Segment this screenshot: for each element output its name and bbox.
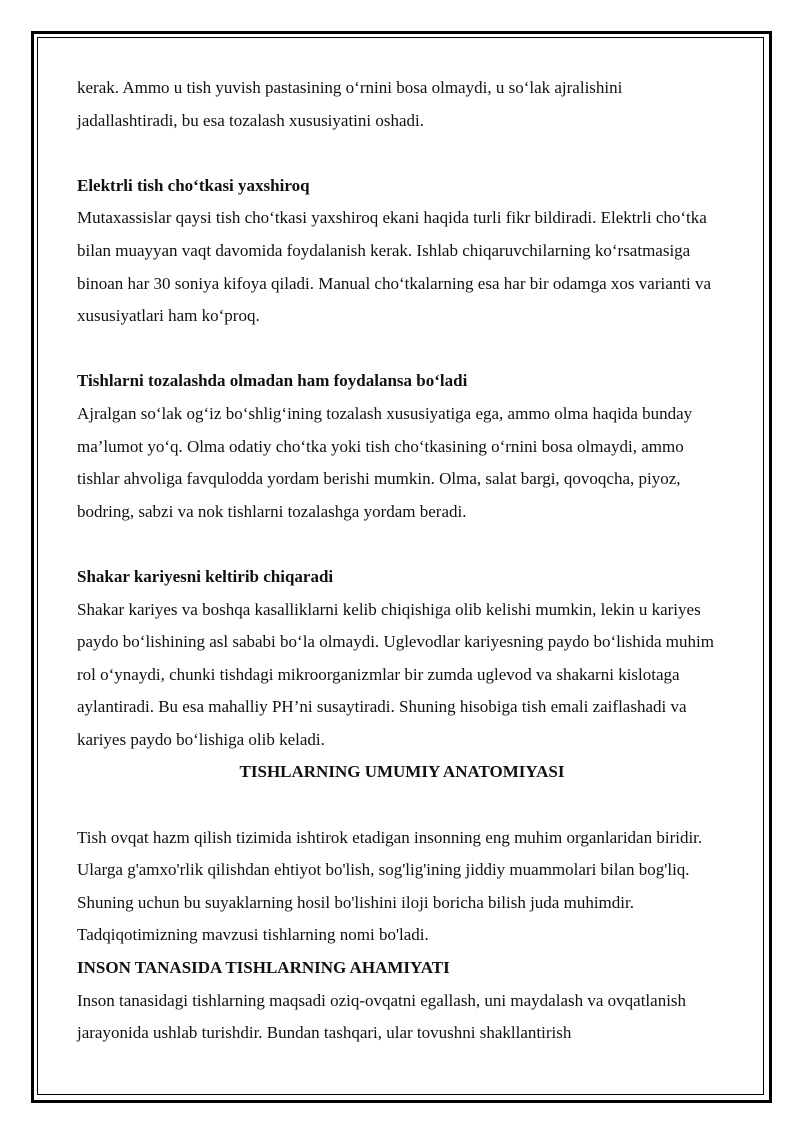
spacer [77, 333, 727, 366]
paragraph-teeth-importance: Inson tanasidagi tishlarning maqsadi oziq-ovqatni egallash, uni maydalash va ovqatlanish jarayonida ushlab turishdir. Bundan tashqari, ular tovushni shakllantirish [77, 990, 687, 1043]
paragraph-sugar-caries: Shakar kariyes va boshqa kasalliklarni kelib chiqishiga olib kelishi mumkin, lekin u kariyes paydo bo‘lishining asl sababi bo‘la olmaydi. Uglevodlar kariyesning paydo bo‘lishida muhim rol o‘ynaydi, chunki tishdagi mikroorganizmlar bir zumda uglevod va shakarni kislotaga aylantiradi. Bu esa mahalliy PH’ni susaytiradi. Shuning hisobiga tish emali zaiflashadi va kariyes paydo bo‘lishiga olib keladi. [77, 599, 714, 749]
paragraph-electric-toothbrush: Mutaxassislar qaysi tish cho‘tkasi yaxshiroq ekani haqida turli fikr bildiradi. Elektrli cho‘tka bilan muayyan vaqt davomida foydalanish kerak. Ishlab chiqaruvchilarning ko‘rsatmasiga binoan har 30 soniya kifoya qiladi. Manual cho‘tkalarning esa har bir odamga xos varianti va xususiyatlari ham ko‘proq. [77, 208, 712, 326]
document-body [77, 72, 727, 1050]
heading-apple-cleaning: Tishlarni tozalashda olmadan ham foydalansa bo‘ladi [77, 371, 468, 391]
spacer [77, 528, 727, 561]
spacer [77, 789, 727, 822]
paragraph-intro: kerak. Ammo u tish yuvish pastasining o‘rnini bosa olmaydi, u so‘lak ajralishini jadallashtiradi, bu esa tozalash xususiyatini oshadi. [77, 78, 623, 130]
heading-sugar-caries: Shakar kariyesni keltirib chiqaradi [77, 566, 334, 586]
spacer [77, 137, 727, 170]
heading-electric-toothbrush: Elektrli tish cho‘tkasi yaxshiroq [77, 175, 310, 195]
paragraph-apple-cleaning: Ajralgan so‘lak og‘iz bo‘shlig‘ining tozalash xususiyatiga ega, ammo olma haqida bunday ma’lumot yo‘q. Olma odatiy cho‘tka yoki tish cho‘tkasining o‘rnini bosa olmaydi, ammo tishlar ahvoliga favqulodda yordam berishi mumkin. Olma, salat bargi, qovoqcha, piyoz, bodring, sabzi va nok tishlarni tozalashga yordam beradi. [77, 403, 693, 521]
section-title-anatomy: TISHLARNING UMUMIY ANATOMIYASI [239, 762, 565, 782]
paragraph-anatomy: Tish ovqat hazm qilish tizimida ishtirok etadigan insonning eng muhim organlaridan biridir. Ularga g'amxo'rlik qilishdan ehtiyot bo'lish, sog'lig'ining jiddiy muammolari bilan bog'liq. Shuning uchun bu suyaklarning hosil bo'lishini iloji boricha bilish juda muhimdir. Tadqiqotimizning mavzusi tishlarning nomi bo'ladi. [77, 827, 703, 945]
heading-teeth-importance: INSON TANASIDA TISHLARNING AHAMIYATI [77, 958, 450, 978]
